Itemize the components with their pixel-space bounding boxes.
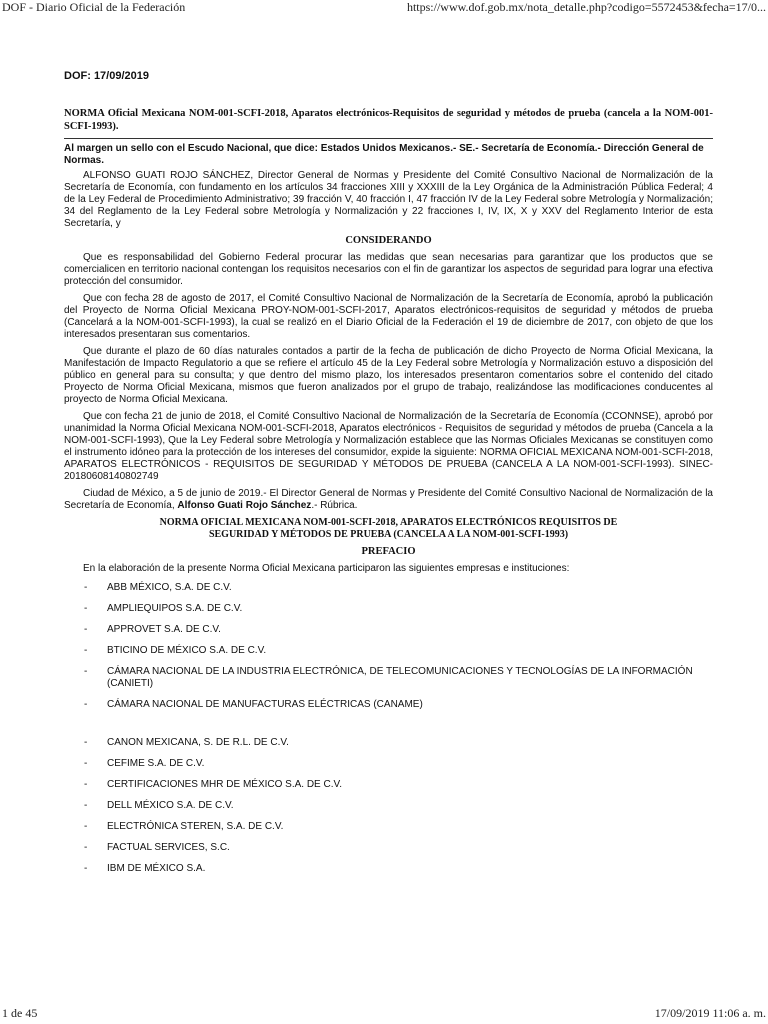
- signature-paragraph: [64, 488, 713, 512]
- list-item: [64, 645, 713, 657]
- page-counter: 1 de 45: [2, 1006, 38, 1020]
- print-header-title: DOF - Diario Oficial de la Federación: [2, 0, 186, 14]
- list-item: [64, 624, 713, 636]
- considerando-heading: CONSIDERANDO: [345, 235, 432, 246]
- list-item: [64, 666, 713, 690]
- prefacio-heading: PREFACIO: [361, 546, 416, 557]
- company-name: DELL MÉXICO S.A. DE C.V.: [107, 800, 234, 811]
- list-dash: -: [84, 582, 88, 593]
- document-page: [64, 70, 713, 884]
- company-name: ELECTRÓNICA STEREN, S.A. DE C.V.: [107, 821, 284, 832]
- list-item: [64, 779, 713, 791]
- norma-heading-line-1: NORMA OFICIAL MEXICANA NOM-001-SCFI-2018, APARATOS ELECTRÓNICOS REQUISITOS DE: [159, 517, 618, 528]
- publication-date: DOF: 17/09/2019: [64, 70, 149, 82]
- considerando-paragraph-4: Que con fecha 21 de junio de 2018, el Comité Consultivo Nacional de Normalización de la Secretaría de Economía (CCONNSE), aprobó por unanimidad la Norma Oficial Mexicana NOM-001-SCFI-2018, Aparatos electrónicos - Requisitos de seguridad y métodos de prueba (Cancela a la NOM-001-SCFI-1993), Que la Ley Federal sobre Metrología y Normalización establece que las Normas Oficiales Mexicanas se constituyen como el instrumento idóneo para la protección de los intereses del consumidor, expide la siguiente: NORMA OFICIAL MEXICANA NOM-001-SCFI-2018, APARATOS ELECTRÓNICOS - REQUISITOS DE SEGURIDAD Y MÉTODOS DE PRUEBA (CANCELA A LA NOM-001-SCFI-1993). SINEC- 20180608140802749: [64, 411, 713, 482]
- company-name: APPROVET S.A. DE C.V.: [107, 624, 221, 635]
- signatory-name: Alfonso Guati Rojo Sánchez: [177, 500, 312, 511]
- considerando-paragraph-3: Que durante el plazo de 60 días naturales contados a partir de la fecha de publicación de dicho Proyecto de Norma Oficial Mexicana, la Manifestación de Impacto Regulatorio a que se refiere el artículo 45 de la Ley Federal sobre Metrología y Normalización estuvo a disposición del público en general para su consulta; y que dentro del mismo plazo, los interesados presentaron comentarios sobre el contenido del citado Proyecto de Norma Oficial Mexicana, mismos que fueron analizados por el grupo de trabajo, realizándose las modificaciones conducentes al proyecto de Norma Oficial Mexicana.: [64, 346, 713, 405]
- list-item: [64, 582, 713, 594]
- list-dash: -: [84, 645, 88, 656]
- preamble-paragraph: ALFONSO GUATI ROJO SÁNCHEZ, Director General de Normas y Presidente del Comité Consultivo Nacional de Normalización de la Secretaría de Economía, con fundamento en los artículos 34 fracciones XIII y XXXIII de la Ley Orgánica de la Administración Pública Federal; 4 de la Ley Federal de Procedimiento Administrativo; 39 fracción V, 40 fracción I, 47 fracción IV de la Ley Federal sobre Metrología y Normalización; 34 del Reglamento de la Ley Federal sobre Metrología y Normalización y 22 fracciones I, IV, IX, X y XXV del Reglamento Interior de esta Secretaría, y: [64, 170, 713, 229]
- signature-rubrica: .- Rúbrica.: [311, 500, 358, 511]
- considerando-paragraph-2: Que con fecha 28 de agosto de 2017, el Comité Consultivo Nacional de Normalización de la Secretaría de Economía, aprobó la publicación del Proyecto de Norma Oficial Mexicana PROY-NOM-001-SCFI-2017, Aparatos electrónicos-requisitos de seguridad y métodos de prueba (Cancelará a la NOM-001-SCFI-1993), la cual se realizó en el Diario Oficial de la Federación el 19 de diciembre de 2017, con objeto de que los interesados presentaran sus comentarios.: [64, 293, 713, 340]
- company-name: AMPLIEQUIPOS S.A. DE C.V.: [107, 603, 243, 614]
- company-name: CANON MEXICANA, S. DE R.L. DE C.V.: [107, 737, 289, 748]
- company-name: FACTUAL SERVICES, S.C.: [107, 842, 230, 853]
- list-dash: -: [84, 800, 88, 811]
- list-dash: -: [84, 842, 88, 853]
- list-item: [64, 863, 713, 875]
- browser-print-header: [0, 0, 768, 20]
- norm-title: NORMA Oficial Mexicana NOM-001-SCFI-2018, Aparatos electrónicos-Requisitos de seguridad y métodos de prueba (cancela a la NOM-001-SCFI-1993).: [64, 108, 713, 132]
- list-dash: -: [84, 699, 88, 710]
- title-divider: [64, 138, 713, 139]
- margin-seal-note: Al margen un sello con el Escudo Nacional, que dice: Estados Unidos Mexicanos.- SE.- Secretaría de Economía.- Dirección General de Normas.: [64, 143, 704, 166]
- company-name: CERTIFICACIONES MHR DE MÉXICO S.A. DE C.V.: [107, 779, 343, 790]
- list-dash: -: [84, 603, 88, 614]
- norma-heading-line-2: SEGURIDAD Y MÉTODOS DE PRUEBA (CANCELA A LA NOM-001-SCFI-1993): [208, 529, 569, 540]
- list-item: [64, 737, 713, 749]
- browser-print-footer: [0, 1002, 768, 1024]
- company-name: CÁMARA NACIONAL DE LA INDUSTRIA ELECTRÓNICA, DE TELECOMUNICACIONES Y TECNOLOGÍAS DE LA INFORMACIÓN (CANIETI): [107, 666, 693, 689]
- company-name: CEFIME S.A. DE C.V.: [107, 758, 205, 769]
- norma-heading: [64, 517, 713, 541]
- company-name: CÁMARA NACIONAL DE MANUFACTURAS ELÉCTRICAS (CANAME): [107, 699, 423, 710]
- list-dash: -: [84, 821, 88, 832]
- company-name: IBM DE MÉXICO S.A.: [107, 863, 206, 874]
- list-item: [64, 842, 713, 854]
- list-dash: -: [84, 737, 88, 748]
- list-dash: -: [84, 758, 88, 769]
- list-item: [64, 603, 713, 615]
- list-item: [64, 699, 713, 711]
- considerando-paragraph-1: Que es responsabilidad del Gobierno Federal procurar las medidas que sean necesarias para garantizar que los productos que se comercialicen en territorio nacional contengan los requisitos necesarios con el fin de garantizar los aspectos de seguridad para lograr una efectiva protección del consumidor.: [64, 252, 713, 287]
- list-dash: -: [84, 666, 88, 677]
- list-dash: -: [84, 624, 88, 635]
- participants-list: [64, 582, 713, 875]
- list-dash: -: [84, 779, 88, 790]
- list-item: [64, 758, 713, 770]
- list-item: [64, 821, 713, 833]
- list-dash: -: [84, 863, 88, 874]
- print-timestamp: 17/09/2019 11:06 a. m.: [654, 1006, 766, 1020]
- print-header-url: https://www.dof.gob.mx/nota_detalle.php?codigo=5572453&fecha=17/0...: [406, 0, 766, 14]
- signature-text: Ciudad de México, a 5 de junio de 2019.- El Director General de Normas y Presidente del Comité Consultivo Nacional de Normalización de la Secretaría de Economía,: [64, 488, 713, 511]
- participants-intro: En la elaboración de la presente Norma Oficial Mexicana participaron las siguientes empresas e instituciones:: [83, 563, 570, 574]
- list-item: [64, 800, 713, 812]
- company-name: ABB MÉXICO, S.A. DE C.V.: [107, 582, 232, 593]
- company-name: BTICINO DE MÉXICO S.A. DE C.V.: [107, 645, 267, 656]
